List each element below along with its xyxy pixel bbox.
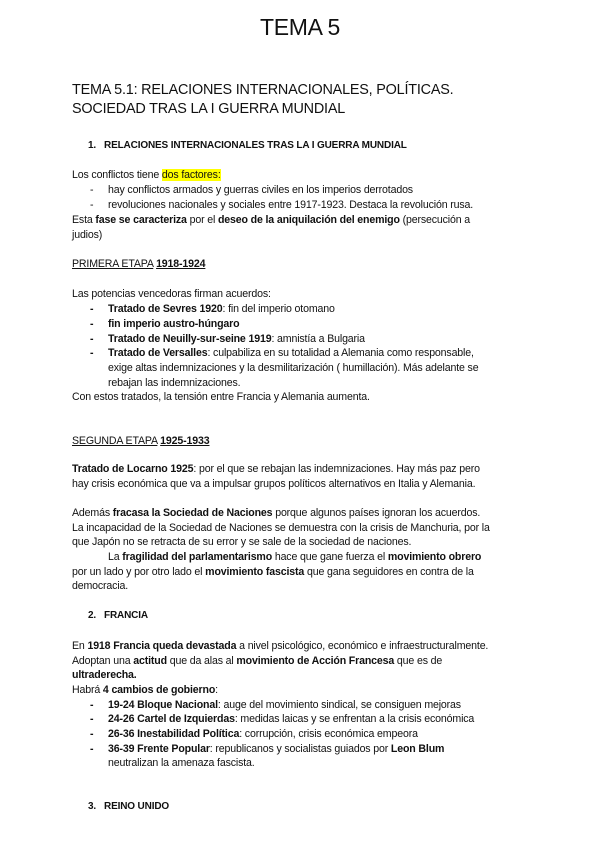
list-item [90,713,474,725]
dash: - [90,303,94,315]
list-item [90,303,335,315]
list-item [90,728,418,740]
document-title: TEMA 5 [259,14,340,40]
text: Los conflictos tiene [72,169,162,181]
paragraph-line: que Japón no se retracta de su error y se sale de la sociedad de naciones. [72,536,412,548]
etapa-2-heading [72,435,209,447]
bold-text: 4 cambios de gobierno [102,684,216,696]
section-title: RELACIONES INTERNACIONALES TRAS LA I GUERRA MUNDIAL [104,140,407,151]
paragraph-line: democracia. [72,580,129,592]
text: Además [72,507,113,519]
section-number: 2. [88,610,97,621]
bold-text: 36-39 Frente Popular [108,743,210,755]
text: En [72,640,88,652]
list-item [90,699,461,711]
paragraph-line: hay crisis económica que va a impulsar grupos políticos alternativos en Italia y Alemania. [72,478,476,490]
dash: - [90,318,94,330]
dash: - [90,699,94,711]
dash: - [90,184,94,196]
text: que da alas al [166,655,237,667]
list-item [90,318,239,330]
bold-text: fracasa la Sociedad de Naciones [112,507,273,519]
section-title: REINO UNIDO [104,801,170,812]
underlined-bold-text: 1918-1924 [156,258,206,270]
text: : auge del movimiento sindical, se consiguen mejoras [217,699,461,711]
text: La [108,551,123,563]
list-item-continuation: rebajan las indemnizaciones. [108,377,241,389]
text: Esta [72,214,96,226]
text: por el [186,214,218,226]
list-item-continuation: neutralizan la amenaza fascista. [108,757,255,769]
bold-text: Tratado de Versalles [108,347,208,359]
text: Adoptan una [72,655,134,667]
paragraph-line [72,566,474,578]
text: : republicanos y socialistas guiados por [209,743,391,755]
section-number: 1. [88,140,97,151]
dash: - [90,199,94,211]
list-item [90,184,413,196]
bold-text: Tratado de Sevres 1920 [108,303,223,315]
bold-text: fin imperio austro-húngaro [108,318,240,330]
dash: - [90,347,94,359]
underlined-bold-text: 1925-1933 [160,435,210,447]
bold-text: Tratado de Neuilly-sur-seine 1919 [108,333,272,345]
paragraph-line [72,463,480,475]
section-2-heading [72,610,148,621]
text: : amnistía a Bulgaria [271,333,365,345]
paragraph-line [72,684,218,696]
text: que gana seguidores en contra de la [304,566,474,578]
dash: - [90,743,94,755]
text: que es de [394,655,443,667]
section-title: FRANCIA [104,610,148,621]
dash: - [90,333,94,345]
paragraph-line [72,655,442,667]
bold-text: 19-24 Bloque Nacional [108,699,218,711]
bold-text: movimiento obrero [387,551,482,563]
paragraph-line [72,640,488,652]
highlighted-text: dos factores: [161,169,221,181]
text: : por el que se rebajan las indemnizaciones. Hay más paz pero [193,463,480,475]
paragraph-line: Las potencias vencedoras firman acuerdos: [72,288,271,300]
bold-text: Leon Blum [390,743,445,755]
text: : culpabiliza en su totalidad a Alemania como responsable, [207,347,474,359]
bold-text: fragilidad del parlamentarismo [122,551,273,563]
paragraph-line: ultraderecha. [72,669,137,681]
text: : corrupción, crisis económica empeora [239,728,418,740]
text: : medidas laicas y se enfrentan a la crisis económica [234,713,475,725]
bold-text: movimiento de Acción Francesa [236,655,395,667]
paragraph-line: Con estos tratados, la tensión entre Francia y Alemania aumenta. [72,391,370,403]
paragraph-line [72,507,480,519]
text: porque algunos países ignoran los acuerdos. [272,507,481,519]
section-number: 3. [88,801,97,812]
list-item [90,347,474,359]
paragraph-line: judios) [72,229,103,241]
paragraph-line [108,551,481,563]
section-3-heading [72,801,169,812]
text: a nivel psicológico, económico e infraestructuralmente. [236,640,489,652]
paragraph-line [72,214,470,226]
bold-text: deseo de la aniquilación del enemigo [217,214,400,226]
dash: - [90,728,94,740]
list-item [90,333,365,345]
list-item [90,199,473,211]
list-item [90,743,444,755]
etapa-1-heading [72,258,205,270]
section-1-heading [72,140,407,151]
bold-text: movimiento fascista [205,566,305,578]
conflicts-intro [72,169,221,181]
underlined-text: SEGUNDA ETAPA [72,435,158,447]
bold-text: actitud [133,655,167,667]
bold-text: 26-36 Inestabilidad Política [108,728,240,740]
text: : fin del imperio otomano [222,303,335,315]
bold-text: Tratado de Locarno 1925 [72,463,194,475]
text: revoluciones nacionales y sociales entre 1917-1923. Destaca la revolución rusa. [108,199,474,211]
text: hace que gane fuerza el [272,551,388,563]
paragraph-line: La incapacidad de la Sociedad de Naciones se demuestra con la crisis de Manchuria, por la [72,522,490,534]
subtitle-line-2: SOCIEDAD TRAS LA I GUERRA MUNDIAL [72,101,346,117]
bold-text: 24-26 Cartel de Izquierdas [108,713,235,725]
underlined-text: PRIMERA ETAPA [72,258,154,270]
list-item-continuation: exige altas indemnizaciones y la desmilitarización ( humillación). Más adelante se [108,362,479,374]
bold-text: fase se caracteriza [95,214,187,226]
text: : [215,684,218,696]
subtitle-line-1: TEMA 5.1: RELACIONES INTERNACIONALES, POLÍTICAS. [72,82,454,98]
text: (persecución a [399,214,470,226]
text: Habrá [72,684,103,696]
text: hay conflictos armados y guerras civiles en los imperios derrotados [108,184,413,196]
dash: - [90,713,94,725]
bold-text: 1918 Francia queda devastada [87,640,237,652]
text: por un lado y por otro lado el [72,566,206,578]
